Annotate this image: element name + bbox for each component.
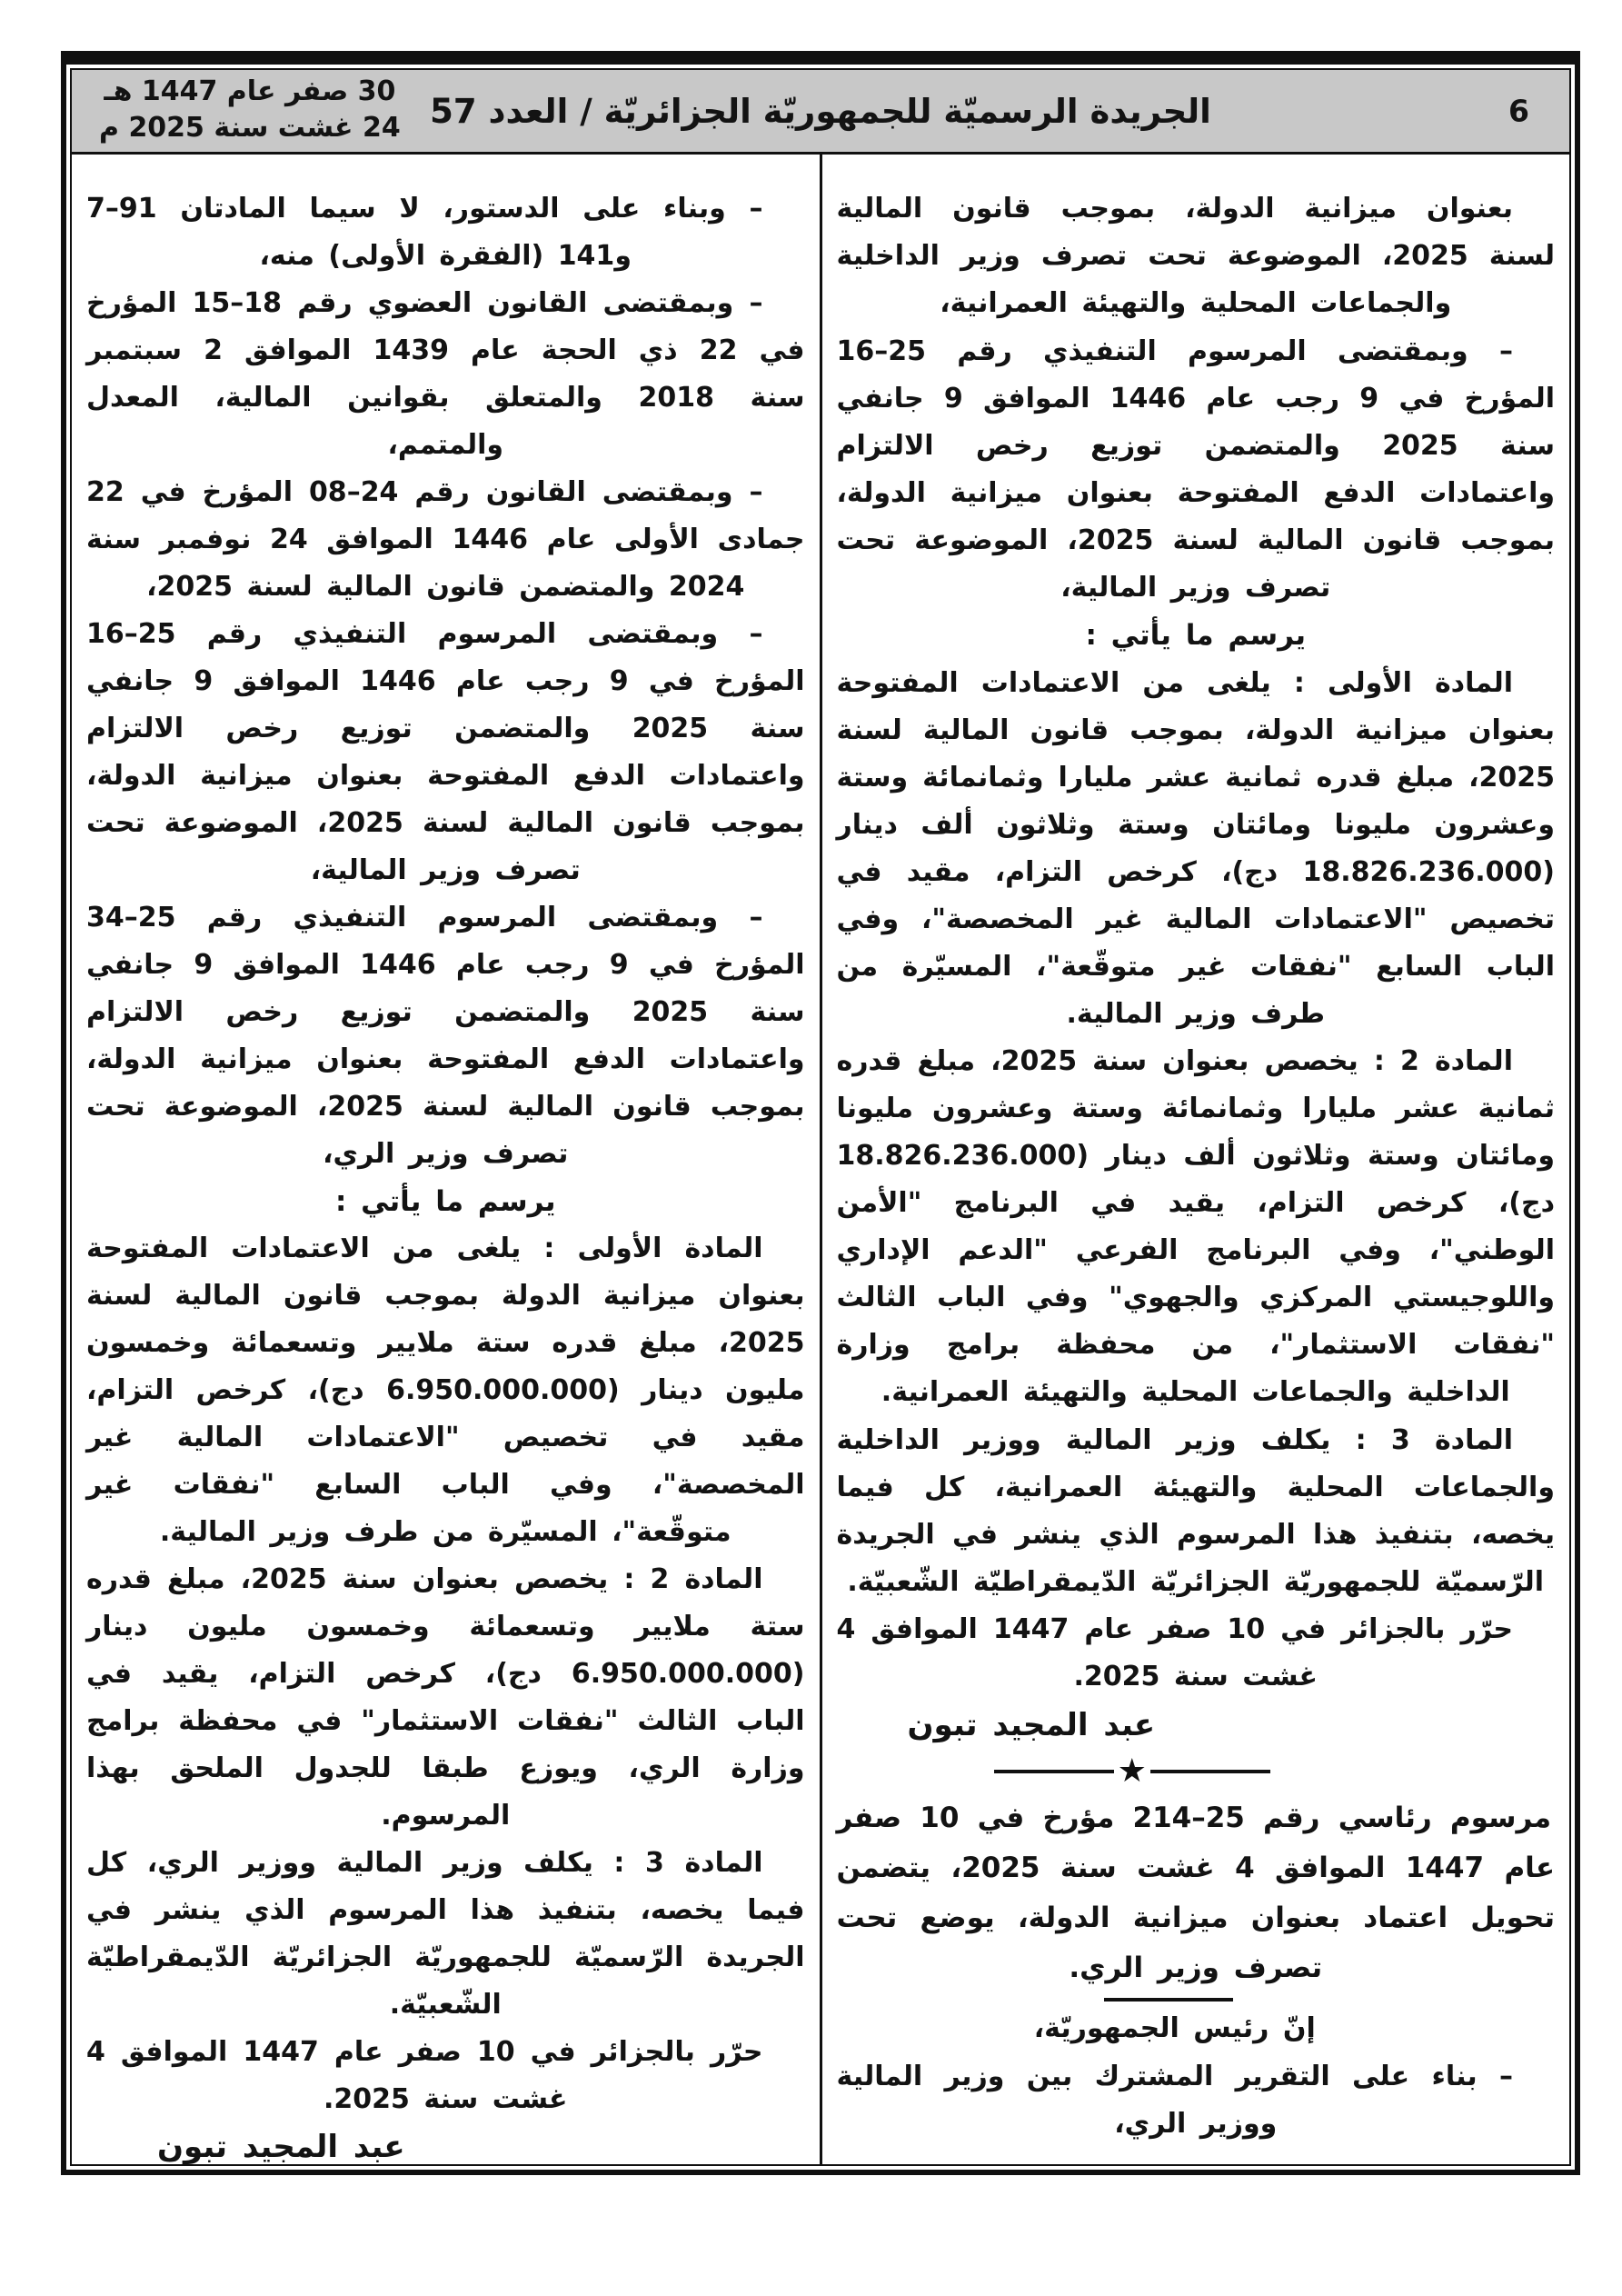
hijri-date: 30 صفر عام 1447 هـ <box>104 75 396 107</box>
visa-paragraph: – وبمقتضى المرسوم التنفيذي رقم 25–16 المؤرخ في 9 رجب عام 1446 الموافق 9 جانفي سنة 2025 والمتضمن توزيع رخص الالتزام واعتمادات الدفع المفتوحة بعنوان ميزانية الدولة، بموجب قانون المالية لسنة 2025، الموضوعة تحت تصرف وزير المالية، <box>836 334 1555 604</box>
article-label: المادة 3 : <box>1330 1423 1513 1456</box>
column-right <box>822 155 1570 2164</box>
article-paragraph: المادة 3 : يكلف وزير المالية ووزير الري، كل فيما يخصه، بتنفيذ هذا المرسوم الذي ينشر في الجريدة الرّسميّة للجمهوريّة الجزائريّة الدّيمقراطيّة الشّعبيّة. <box>86 1847 805 2021</box>
article-label: المادة 3 : <box>592 1847 763 1879</box>
masthead <box>72 70 1569 155</box>
visa-paragraph: – وبمقتضى المرسوم التنفيذي رقم 25–34 المؤرخ في 9 رجب عام 1446 الموافق 9 جانفي سنة 2025 والمتضمن توزيع رخص الالتزام واعتمادات الدفع المفتوحة بعنوان ميزانية الدولة، بموجب قانون المالية لسنة 2025، الموضوعة تحت تصرف وزير الري، <box>86 902 805 1170</box>
article-paragraph: المادة الأولى : يلغى من الاعتمادات المفتوحة بعنوان ميزانية الدولة، بموجب قانون المالية لسنة 2025، مبلغ قدره ثمانية عشر مليارا وثمانمائة وستة وعشرون مليونا ومائتان وستة وثلاثون ألف دينار (18.826.236.000 دج)، كرخص التزام، مقيد في تخصيص "الاعتمادات المالية غير المخصصة"، وفي الباب السابع "نفقات غير متوقّعة"، المسيّرة من طرف وزير المالية. <box>836 666 1555 1030</box>
article-label: المادة 2 : <box>608 1563 763 1595</box>
separator-line <box>994 1770 1114 1773</box>
visa-paragraph: – وبمقتضى القانون رقم 24–08 المؤرخ في 22 جمادى الأولى عام 1446 الموافق 24 نوفمبر سنة 2024 والمتضمن قانون المالية لسنة 2025، <box>86 476 805 603</box>
decree-intro: إنّ رئيس الجمهوريّة، <box>1033 2012 1316 2045</box>
closing-paragraph: حرّر بالجزائر في 10 صفر عام 1447 الموافق 4 غشت سنة 2025. <box>86 2036 763 2115</box>
gazette-page-inner-frame <box>70 68 1571 2166</box>
gazette-page-frame <box>61 51 1580 2175</box>
ruling-heading: يرسم ما يأتي : <box>1085 619 1307 653</box>
closing-paragraph: حرّر بالجزائر في 10 صفر عام 1447 الموافق 4 غشت سنة 2025. <box>836 1613 1513 1693</box>
visa-paragraph: – بناء على التقرير المشترك بين وزير المالية ووزير الري، <box>836 2060 1513 2140</box>
separator-line <box>1150 1770 1270 1773</box>
signature: عبد المجيد تبون <box>907 1707 1156 1744</box>
article-paragraph: المادة 2 : يخصص بعنوان سنة 2025، مبلغ قدره ثمانية عشر مليارا وثمانمائة وستة وعشرون مليونا ومائتان وستة وثلاثون ألف دينار (18.826.236.000 دج)، كرخص التزام، يقيد في البرنامج "الأمن الوطني"، وفي البرنامج الفرعي "الدعم الإداري واللوجيستي المركزي والجهوي" وفي الباب الثالث "نفقات الاستثمار"، من محفظة برامج وزارة الداخلية والجماعات المحلية والتهيئة العمرانية. <box>836 1045 1555 1409</box>
article-label: المادة الأولى : <box>521 1233 763 1264</box>
issue-date-block <box>99 74 401 146</box>
decree-title: مرسوم رئاسي رقم 25–214 مؤرخ في 10 صفر عام 1447 الموافق 4 غشت سنة 2025، يتضمن تحويل اعتماد بعنوان ميزانية الدولة، يوضع تحت تصرف وزير الري. <box>836 1802 1555 1985</box>
article-paragraph: المادة 3 : يكلف وزير المالية ووزير الداخلية والجماعات المحلية والتهيئة العمرانية، كل فيما يخصه، بتنفيذ هذا المرسوم الذي ينشر في الجريدة الرّسميّة للجمهوريّة الجزائريّة الدّيمقراطيّة الشّعبيّة. <box>836 1423 1555 1598</box>
visa-paragraph: – وبناء على الدستور، لا سيما المادتان 91–7 و141 (الفقرة الأولى) منه، <box>86 193 763 272</box>
ruling-heading: يرسم ما يأتي : <box>334 1185 556 1218</box>
article-label: المادة الأولى : <box>1270 666 1514 699</box>
visa-paragraph: – وبمقتضى القانون العضوي رقم 18–15 المؤرخ في 22 ذي الحجة عام 1439 الموافق 2 سبتمبر سنة 2018 والمتعلق بقوانين المالية، المعدل والمتمم، <box>86 287 805 461</box>
text-columns <box>72 155 1569 2164</box>
visa-paragraph: – وبمقتضى المرسوم التنفيذي رقم 25–16 المؤرخ في 9 رجب عام 1446 الموافق 9 جانفي سنة 2025 والمتضمن توزيع رخص الالتزام واعتمادات الدفع المفتوحة بعنوان ميزانية الدولة، بموجب قانون المالية لسنة 2025، الموضوعة تحت تصرف وزير المالية، <box>86 618 805 886</box>
page-number: 6 <box>1508 93 1529 129</box>
column-divider <box>820 155 822 2164</box>
visa-paragraph: بعنوان ميزانية الدولة، بموجب قانون المالية لسنة 2025، الموضوعة تحت تصرف وزير الداخلية والجماعات المحلية والتهيئة العمرانية، <box>836 193 1555 319</box>
star-icon: ★ <box>1117 1752 1147 1790</box>
article-paragraph: المادة الأولى : يلغى من الاعتمادات المفتوحة بعنوان ميزانية الدولة بموجب قانون المالية لسنة 2025، مبلغ قدره ستة ملايير وتسعمائة وخمسون مليون دينار (6.950.000.000 دج)، كرخص التزام، مقيد في تخصيص "الاعتمادات المالية غير المخصصة"، وفي الباب السابع "نفقات غير متوقّعة"، المسيّرة من طرف وزير المالية. <box>86 1233 805 1548</box>
journal-title: الجريدة الرسميّة للجمهوريّة الجزائريّة / العدد 57 <box>430 91 1211 131</box>
star-separator <box>822 1752 1492 1790</box>
column-left <box>72 155 820 2164</box>
signature: عبد المجيد تبون <box>157 2129 405 2164</box>
line-separator <box>1104 1998 1233 2002</box>
gregorian-date: 24 غشت سنة 2025 م <box>99 112 401 144</box>
article-paragraph: المادة 2 : يخصص بعنوان سنة 2025، مبلغ قدره ستة ملايير وتسعمائة وخمسون مليون دينار (6.950.000.000 دج)، كرخص التزام، يقيد في الباب الثالث "نفقات الاستثمار" في محفظة برامج وزارة الري، ويوزع طبقا للجدول الملحق بهذا المرسوم. <box>86 1563 805 1832</box>
article-label: المادة 2 : <box>1358 1045 1513 1078</box>
